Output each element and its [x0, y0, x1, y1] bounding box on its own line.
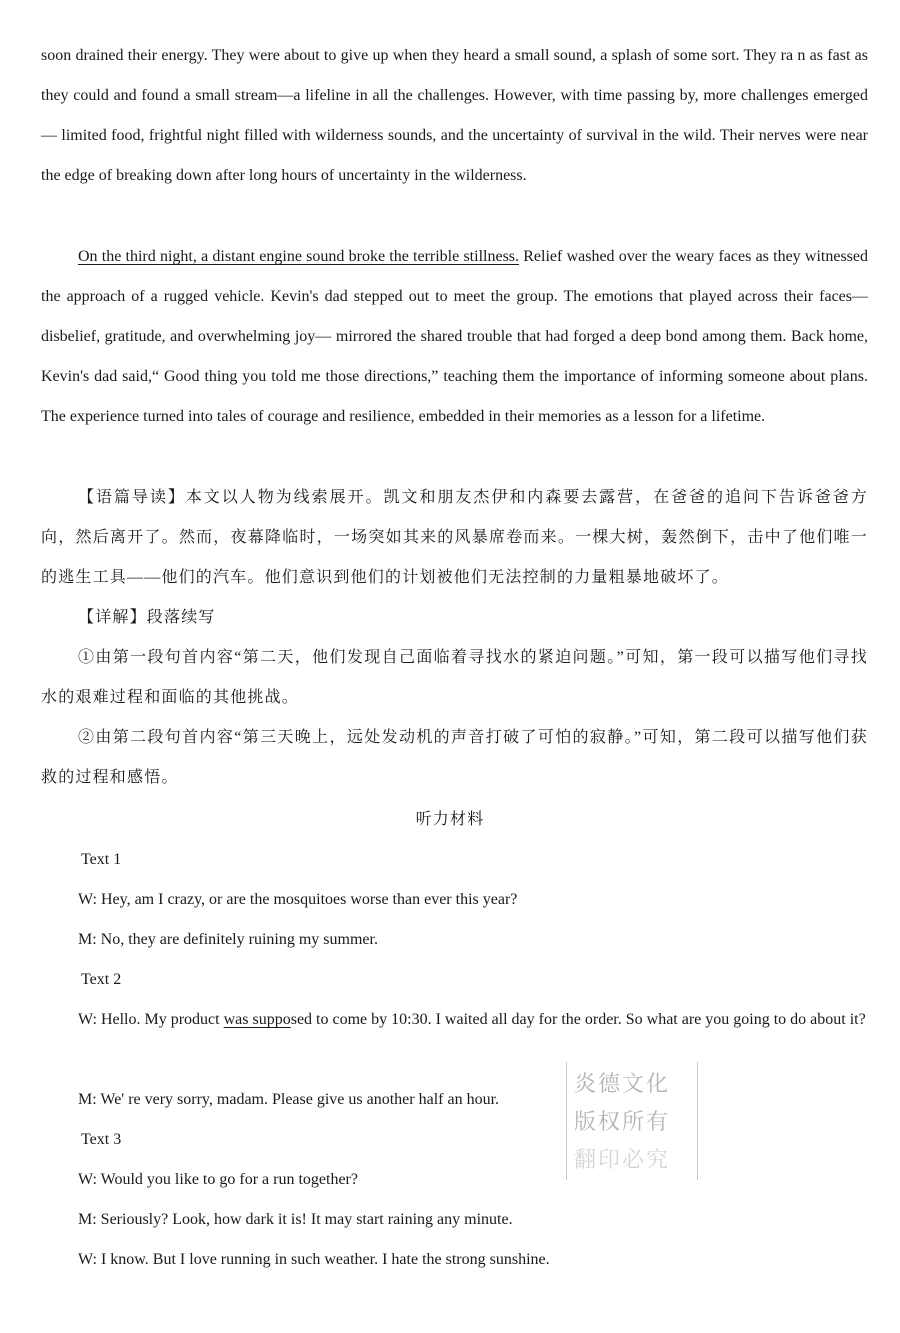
text2-woman-pre: W: Hello. My product — [78, 1011, 224, 1028]
watermark-line-1: 炎德文化 — [574, 1072, 671, 1097]
text1-woman-line: W: Hey, am I crazy, or are the mosquitoes worse than ever this year? — [78, 891, 518, 908]
detail-heading: 【详解】段落续写 — [78, 609, 216, 626]
watermark-text — [574, 1066, 670, 1180]
watermark-line-2: 版权所有 — [574, 1110, 671, 1135]
reading-guide: 【语篇导读】本文以人物为线索展开。凯文和朋友杰伊和内森要去露营，在爸爸的追问下告诉爸爸方向，然后离开了。然而，夜幕降临时，一场突如其来的风暴席卷而来。一棵大树，轰然倒下，击中了他们唯一的逃生工具——他们的汽车。他们意识到他们的计划被他们无法控制的力量粗暴地破坏了。 — [41, 489, 868, 586]
text1-man-line: M: No, they are definitely ruining my summer. — [78, 931, 378, 948]
text3-man-line: M: Seriously? Look, how dark it is! It may start raining any minute. — [78, 1211, 513, 1228]
listening-title: 听力材料 — [415, 811, 485, 828]
detail-point-1: ①由第一段句首内容“第二天，他们发现自己面临着寻找水的紧迫问题。”可知，第一段可以描写他们寻找水的艰难过程和面临的其他挑战。 — [41, 649, 868, 706]
detail-point-2: ②由第二段句首内容“第三天晚上，远处发动机的声音打破了可怕的寂静。”可知，第二段可以描写他们获救的过程和感悟。 — [41, 729, 868, 786]
text2-label: Text 2 — [81, 971, 122, 988]
watermark-left-bar — [566, 1062, 567, 1180]
text3-woman-line-1: W: Would you like to go for a run together? — [78, 1171, 358, 1188]
text3-woman-line-2: W: I know. But I love running in such weather. I hate the strong sunshine. — [78, 1251, 550, 1268]
story-paragraph-1: soon drained their energy. They were about to give up when they heard a small sound, a splash of some sort. They ra n as fast as they could and found a small stream—a lifeline in all the challenges. However, with time passing by, more challenges emerged— limited food, frightful night filled with wilderness sounds, and the uncertainty of survival in the wild. Their nerves were near the edge of breaking down after long hours of uncertainty in the wilderness. — [41, 47, 868, 184]
text3-label: Text 3 — [81, 1131, 122, 1148]
text2-woman-line — [41, 1000, 868, 1040]
story-paragraph-2 — [41, 237, 868, 437]
story-paragraph-2-rest: Relief washed over the weary faces as they witnessed the approach of a rugged vehicle. Kevin's dad stepped out to meet the group. The emotions that played across their faces— disbelief, gratitude, and overwhelming joy— mirrored the shared trouble that had forged a deep bond among them. Back home, Kevin's dad said,“ Good thing you told me those directions,” teaching them the importance of informing someone about plans. The experience turned into tales of courage and resilience, embedded in their memories as a lesson for a lifetime. — [41, 248, 868, 425]
text2-woman-underlined: was suppo — [223, 1011, 291, 1028]
text2-woman-post: sed to come by 10:30. I waited all day for the order. So what are you going to do about it? — [290, 1011, 866, 1028]
text2-man-line: M: We' re very sorry, madam. Please give us another half an hour. — [78, 1091, 500, 1108]
text1-label: Text 1 — [81, 851, 122, 868]
watermark-line-3: 翻印必究 — [574, 1148, 671, 1173]
watermark-right-bar — [697, 1062, 698, 1180]
underlined-sentence: On the third night, a distant engine sound broke the terrible stillness. — [78, 248, 520, 265]
copyright-watermark — [566, 1058, 698, 1188]
